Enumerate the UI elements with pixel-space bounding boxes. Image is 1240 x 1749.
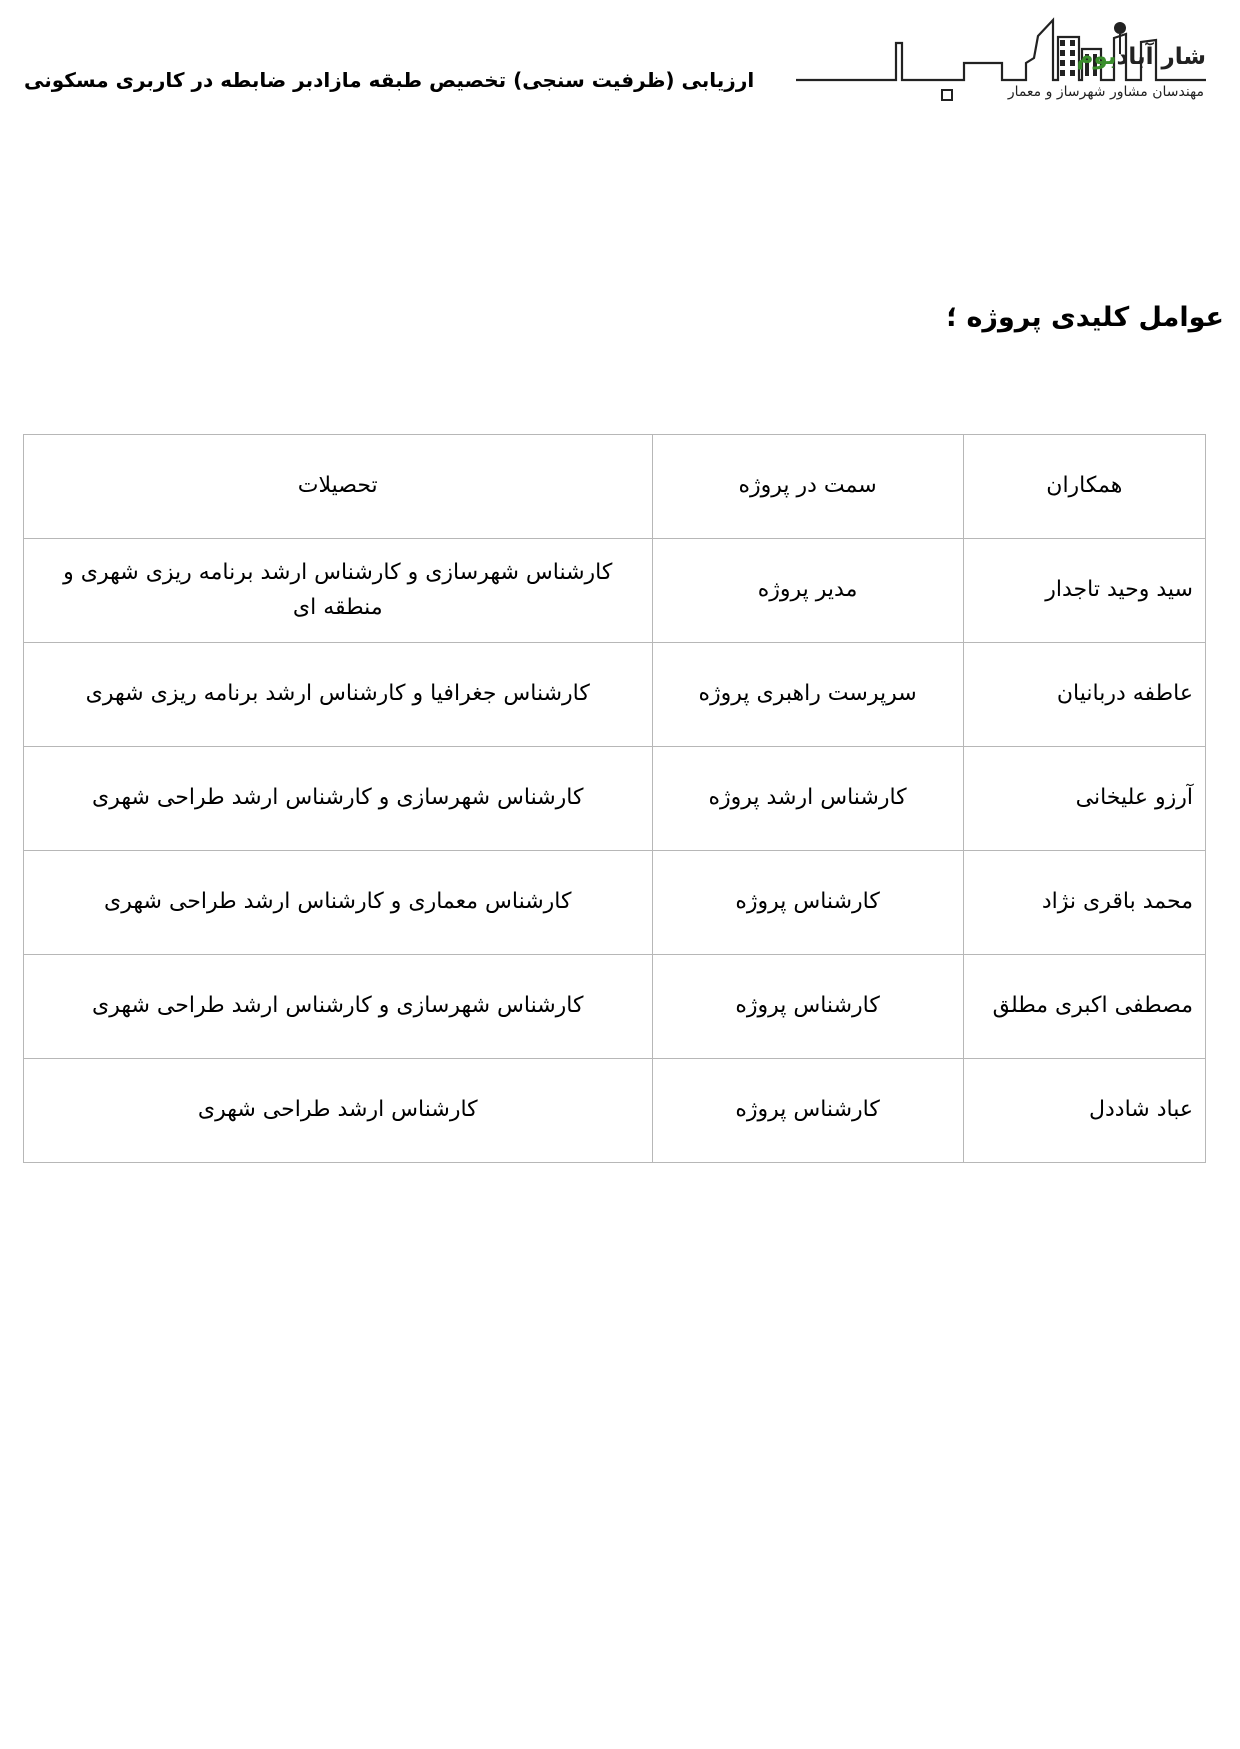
- member-role: کارشناس پروژه: [652, 1059, 963, 1163]
- brand-name: [1077, 44, 1206, 70]
- header-role: سمت در پروژه: [652, 435, 963, 539]
- member-name: عباد شاددل: [963, 1059, 1205, 1163]
- member-role: کارشناس پروژه: [652, 955, 963, 1059]
- table-row: [24, 851, 1206, 955]
- table-header-row: [24, 435, 1206, 539]
- member-education: کارشناس ارشد طراحی شهری: [24, 1059, 653, 1163]
- member-education: کارشناس جغرافیا و کارشناس ارشد برنامه ریزی شهری: [24, 643, 653, 747]
- table-row: [24, 643, 1206, 747]
- member-education: کارشناس شهرسازی و کارشناس ارشد طراحی شهری: [24, 747, 653, 851]
- member-name: عاطفه دربانیان: [963, 643, 1205, 747]
- member-name: محمد باقری نژاد: [963, 851, 1205, 955]
- member-role: سرپرست راهبری پروژه: [652, 643, 963, 747]
- member-education: کارشناس شهرسازی و کارشناس ارشد برنامه ریزی شهری و منطقه ای: [24, 539, 653, 643]
- brand-name-part-2: بوم: [1076, 44, 1117, 70]
- member-education: کارشناس معماری و کارشناس ارشد طراحی شهری: [24, 851, 653, 955]
- member-role: کارشناس پروژه: [652, 851, 963, 955]
- brand-name-part-1: شار آباد: [1116, 44, 1206, 70]
- page-header: [0, 0, 1240, 120]
- table-row: [24, 1059, 1206, 1163]
- table-row: [24, 955, 1206, 1059]
- section-heading: عوامل کلیدی پروژه ؛: [946, 302, 1224, 333]
- document-title: ارزیابی (ظرفیت سنجی) تخصیص طبقه مازادبر ضابطه در کاربری مسکونی: [24, 68, 755, 92]
- member-role: مدیر پروژه: [652, 539, 963, 643]
- brand-subtitle: مهندسان مشاور شهرساز و معمار: [1007, 84, 1204, 100]
- member-education: کارشناس شهرسازی و کارشناس ارشد طراحی شهری: [24, 955, 653, 1059]
- member-role: کارشناس ارشد پروژه: [652, 747, 963, 851]
- header-education: تحصیلات: [24, 435, 653, 539]
- table-row: [24, 747, 1206, 851]
- member-name: مصطفی اکبری مطلق: [963, 955, 1205, 1059]
- member-name: سید وحید تاجدار: [963, 539, 1205, 643]
- member-name: آرزو علیخانی: [963, 747, 1205, 851]
- header-name: همکاران: [963, 435, 1205, 539]
- team-table: [23, 434, 1206, 1163]
- table-row: [24, 539, 1206, 643]
